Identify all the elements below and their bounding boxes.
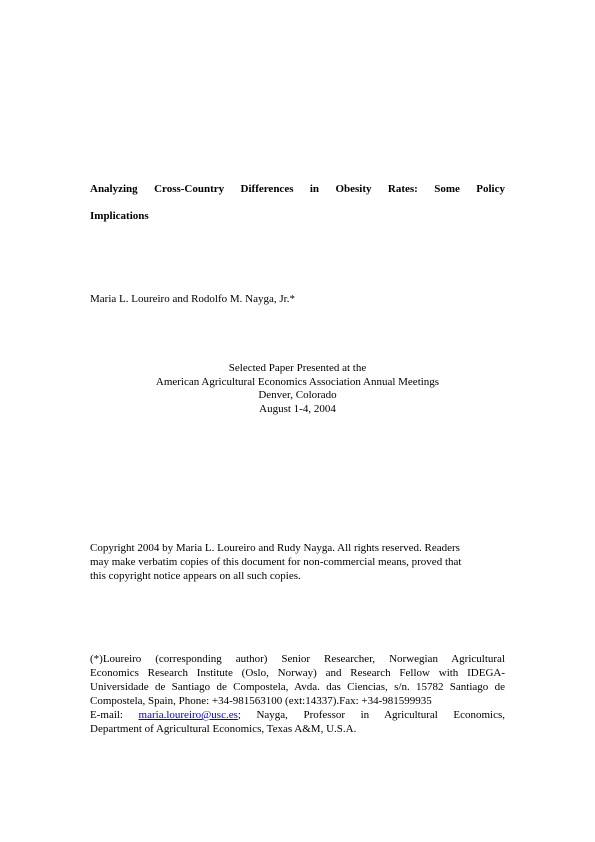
copyright-notice [90, 541, 510, 583]
copyright-line-1: Copyright 2004 by Maria L. Loureiro and Rudy Nayga. All rights reserved. Readers [90, 542, 460, 554]
footnote-line-4: Compostela, Spain, Phone: +34-981563100 (ext:14337).Fax: +34-981599935 [90, 695, 432, 707]
presentation-line-2: American Agricultural Economics Association Annual Meetings [155, 375, 440, 388]
paper-title-line-2: Implications [90, 210, 149, 222]
presentation-info [90, 362, 505, 416]
presentation-date: August 1-4, 2004 [259, 402, 336, 415]
copyright-line-2: may make verbatim copies of this document for non-commercial means, proved that [90, 556, 462, 568]
copyright-line-3: this copyright notice appears on all such copies. [90, 570, 301, 582]
footnote-line-5-suffix: ; Nayga, Professor in Agricultural Economics, [237, 709, 505, 721]
presentation-location: Denver, Colorado [258, 389, 337, 401]
paper-title-line-1: Analyzing Cross-Country Differences in Obesity Rates: Some Policy [90, 183, 505, 195]
footnote-line-2: Economics Research Institute (Oslo, Norway) and Research Fellow with IDEGA- [90, 667, 505, 679]
footnote-line-3: Universidade de Santiago de Compostela, Avda. das Ciencias, s/n. 15782 Santiago de [90, 681, 505, 693]
author-footnote [90, 652, 505, 736]
presentation-line-1: Selected Paper Presented at the [228, 362, 367, 374]
footnote-line-6: Department of Agricultural Economics, Texas A&M, U.S.A. [90, 723, 357, 735]
footnote-line-5 [90, 708, 505, 722]
author-names: Maria L. Loureiro and Rodolfo M. Nayga, Jr.* [90, 293, 295, 305]
footnote-line-1: (*)Loureiro (corresponding author) Senior Researcher, Norwegian Agricultural [90, 653, 505, 665]
email-link[interactable]: maria.loureiro@usc.es [138, 709, 238, 721]
email-label: E-mail: [90, 709, 123, 721]
